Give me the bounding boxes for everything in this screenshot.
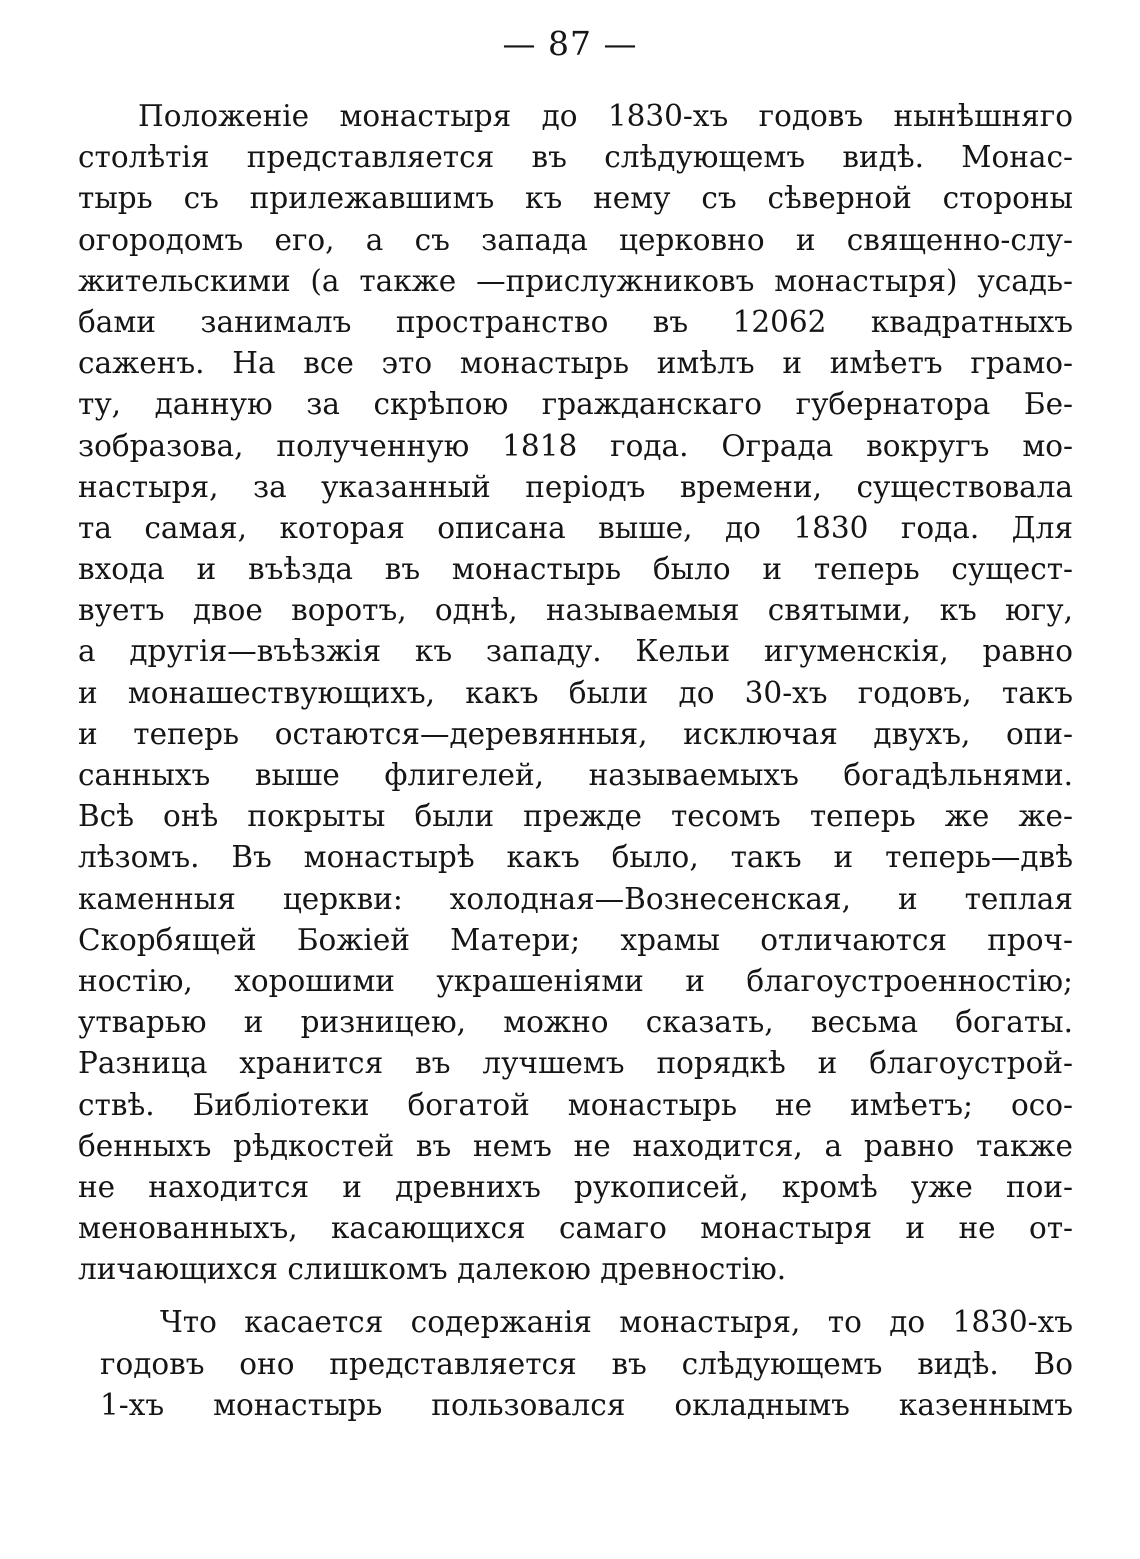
text-line: бами занималъ пространство въ 12062 квадратныхъ bbox=[78, 304, 1073, 339]
text-line: ствѣ. Библіотеки богатой монастырь не имѣетъ; осо- bbox=[78, 1087, 1073, 1122]
text-line: и монашествующихъ, какъ были до 30-хъ годовъ, такъ bbox=[78, 675, 1073, 710]
text-line: столѣтія представляется въ слѣдующемъ видѣ. Монас- bbox=[78, 140, 1073, 175]
text-line: личающихся слишкомъ далекою древностію. bbox=[78, 1252, 787, 1287]
body-text bbox=[78, 96, 1073, 1426]
text-line: та самая, которая описана выше, до 1830 года. Для bbox=[78, 510, 1073, 545]
text-line: санныхъ выше флигелей, называемыхъ богадѣльнями. bbox=[78, 758, 1073, 792]
text-line: огородомъ его, а съ запада церковно и священно-слу- bbox=[78, 222, 1073, 257]
text-line: Разница хранится въ лучшемъ порядкѣ и благоустрой- bbox=[78, 1046, 1073, 1081]
paragraph-1 bbox=[78, 96, 1073, 1290]
text-line: и теперь остаются—деревянныя, исключая двухъ, опи- bbox=[78, 716, 1073, 751]
text-line: каменныя церкви: холодная—Вознесенская, и теплая bbox=[78, 881, 1073, 916]
text-line: вуетъ двое воротъ, однѣ, называемыя святыми, къ югу, bbox=[78, 593, 1073, 628]
text-line: Что касается содержанія монастыря, то до 1830-хъ bbox=[160, 1305, 1073, 1340]
text-line: а другія—въѣзжія къ западу. Кельи игуменскія, равно bbox=[78, 634, 1073, 669]
text-line: менованныхъ, касающихся самаго монастыря и не от- bbox=[78, 1211, 1073, 1246]
text-line: настыря, за указанный періодъ времени, существовала bbox=[78, 469, 1073, 504]
text-line: годовъ оно представляется въ слѣдующемъ видѣ. Во bbox=[100, 1346, 1073, 1381]
text-line: лѣзомъ. Въ монастырѣ какъ было, такъ и теперь—двѣ bbox=[78, 840, 1073, 875]
text-line: ностію, хорошими украшеніями и благоустроенностію; bbox=[78, 963, 1073, 998]
text-line: саженъ. На все это монастырь имѣлъ и имѣетъ грамо- bbox=[78, 346, 1073, 381]
text-line: не находится и древнихъ рукописей, кромѣ уже пои- bbox=[78, 1169, 1073, 1204]
page-number: — 87 — bbox=[502, 24, 638, 63]
text-line: Скорбящей Божіей Матери; храмы отличаются проч- bbox=[78, 922, 1073, 957]
text-line: входа и въѣзда въ монастырь было и теперь сущест- bbox=[78, 552, 1073, 587]
text-line: зобразова, полученную 1818 года. Ограда вокругъ мо- bbox=[78, 428, 1073, 463]
text-line: Всѣ онѣ покрыты были прежде тесомъ теперь же же- bbox=[78, 799, 1073, 834]
text-line: ту, данную за скрѣпою гражданскаго губернатора Бе- bbox=[78, 387, 1073, 422]
text-line: утварью и ризницею, можно сказать, весьма богаты. bbox=[78, 1005, 1073, 1040]
text-line: бенныхъ рѣдкостей въ немъ не находится, а равно также bbox=[78, 1128, 1073, 1163]
paragraph-2 bbox=[78, 1302, 1073, 1426]
text-line: жительскими (а также —прислужниковъ монастыря) усадь- bbox=[78, 263, 1073, 298]
text-line: Положеніе монастыря до 1830-хъ годовъ нынѣшняго bbox=[138, 99, 1073, 133]
text-line: тырь съ прилежавшимъ къ нему съ сѣверной стороны bbox=[78, 181, 1073, 216]
text-line: 1-хъ монастырь пользовался окладнымъ казеннымъ bbox=[100, 1387, 1073, 1422]
